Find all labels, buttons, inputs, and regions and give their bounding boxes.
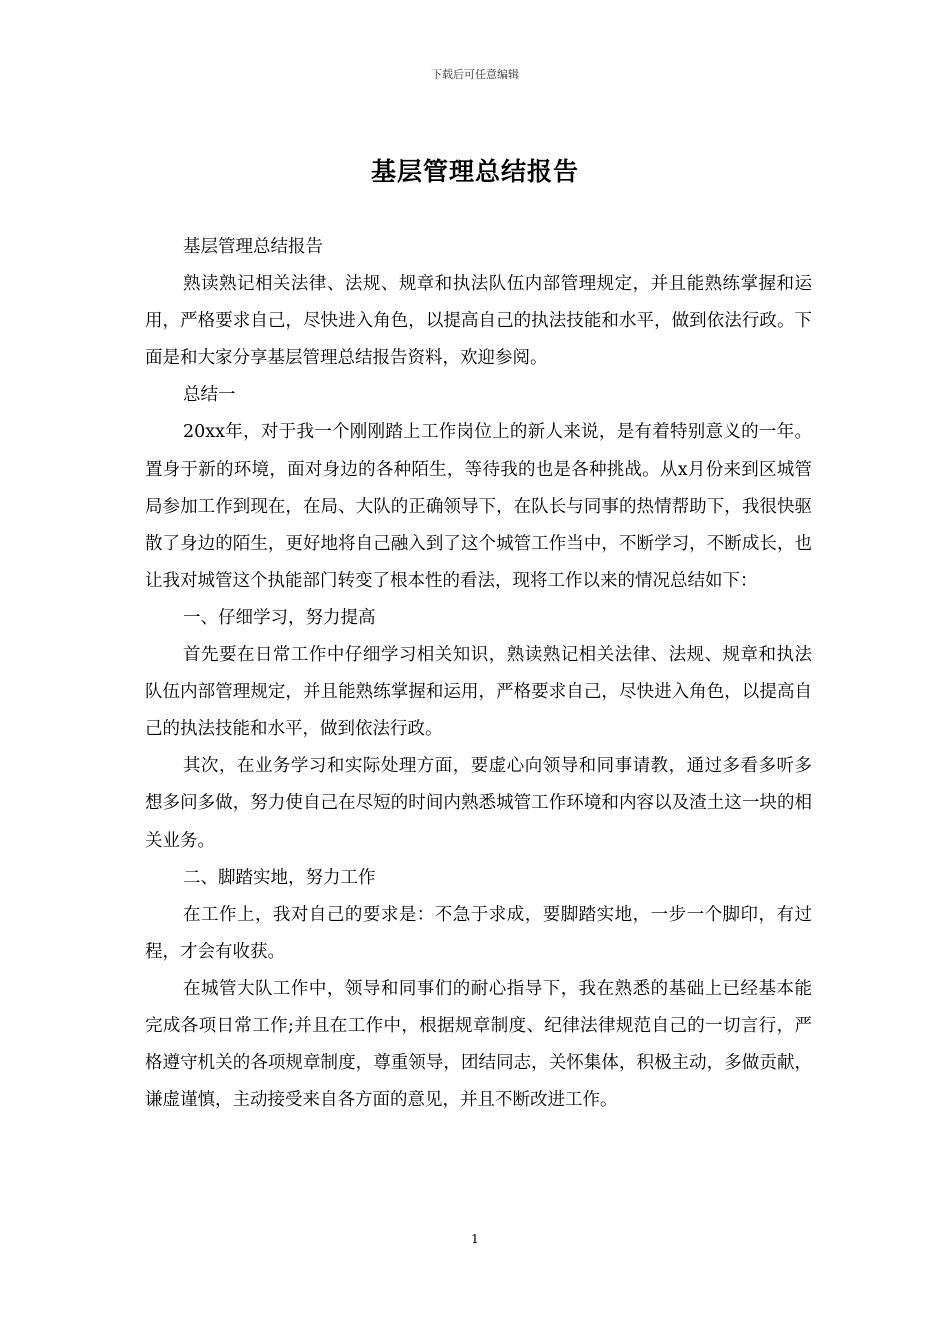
document-title: 基层管理总结报告: [370, 157, 579, 186]
paragraph-heading-2: 二、脚踏实地，努力工作: [183, 867, 376, 888]
document-body: [145, 229, 812, 1119]
paragraph-section-heading: 总结一: [183, 385, 236, 406]
paragraph-work-attitude: 在工作上，我对自己的要求是：不急于求成，要脚踏实地，一步一个脚印，有过程，才会有收获。: [145, 904, 812, 962]
paragraph-work-detail: 在城管大队工作中，领导和同事们的耐心指导下，我在熟悉的基础上已经基本能完成各项日常工作;并且在工作中，根据规章制度、纪律法律规范自己的一切言行，严格遵守机关的各项规章制度，尊重领导，团结同志，关怀集体，积极主动，多做贡献，谦虚谨慎，主动接受来自各方面的意见，并且不断改进工作。: [145, 978, 812, 1111]
paragraph-subtitle: 基层管理总结报告: [183, 237, 323, 257]
paragraph-intro: 熟读熟记相关法律、法规、规章和执法队伍内部管理规定，并且能熟练掌握和运用，严格要求自己，尽快进入角色，以提高自己的执法技能和水平，做到依法行政。下面是和大家分享基层管理总结报告资料，欢迎参阅。: [145, 274, 812, 369]
header-note: 下载后可任意编辑: [431, 68, 519, 81]
paragraph-heading-1: 一、仔细学习，努力提高: [183, 607, 376, 628]
paragraph-study-first: 首先要在日常工作中仔细学习相关知识，熟读熟记相关法律、法规、规章和执法队伍内部管理规定，并且能熟练掌握和运用，严格要求自己，尽快进入角色，以提高自己的执法技能和水平，做到依法行政。: [145, 645, 812, 740]
paragraph-overview: 20xx年，对于我一个刚刚踏上工作岗位上的新人来说，是有着特别意义的一年。置身于新的环境，面对身边的各种陌生，等待我的也是各种挑战。从x月份来到区城管局参加工作到现在，在局、大队的正确领导下，在队长与同事的热情帮助下，我很快驱散了身边的陌生，更好地将自己融入到了这个城管工作当中，不断学习，不断成长，也让我对城管这个执能部门转变了根本性的看法，现将工作以来的情况总结如下：: [145, 422, 812, 591]
paragraph-study-second: 其次，在业务学习和实际处理方面，要虚心向领导和同事请教，通过多看多听多想多问多做，努力使自己在尽短的时间内熟悉城管工作环境和内容以及渣土这一块的相关业务。: [145, 756, 812, 851]
page-number: 1: [471, 1232, 479, 1246]
